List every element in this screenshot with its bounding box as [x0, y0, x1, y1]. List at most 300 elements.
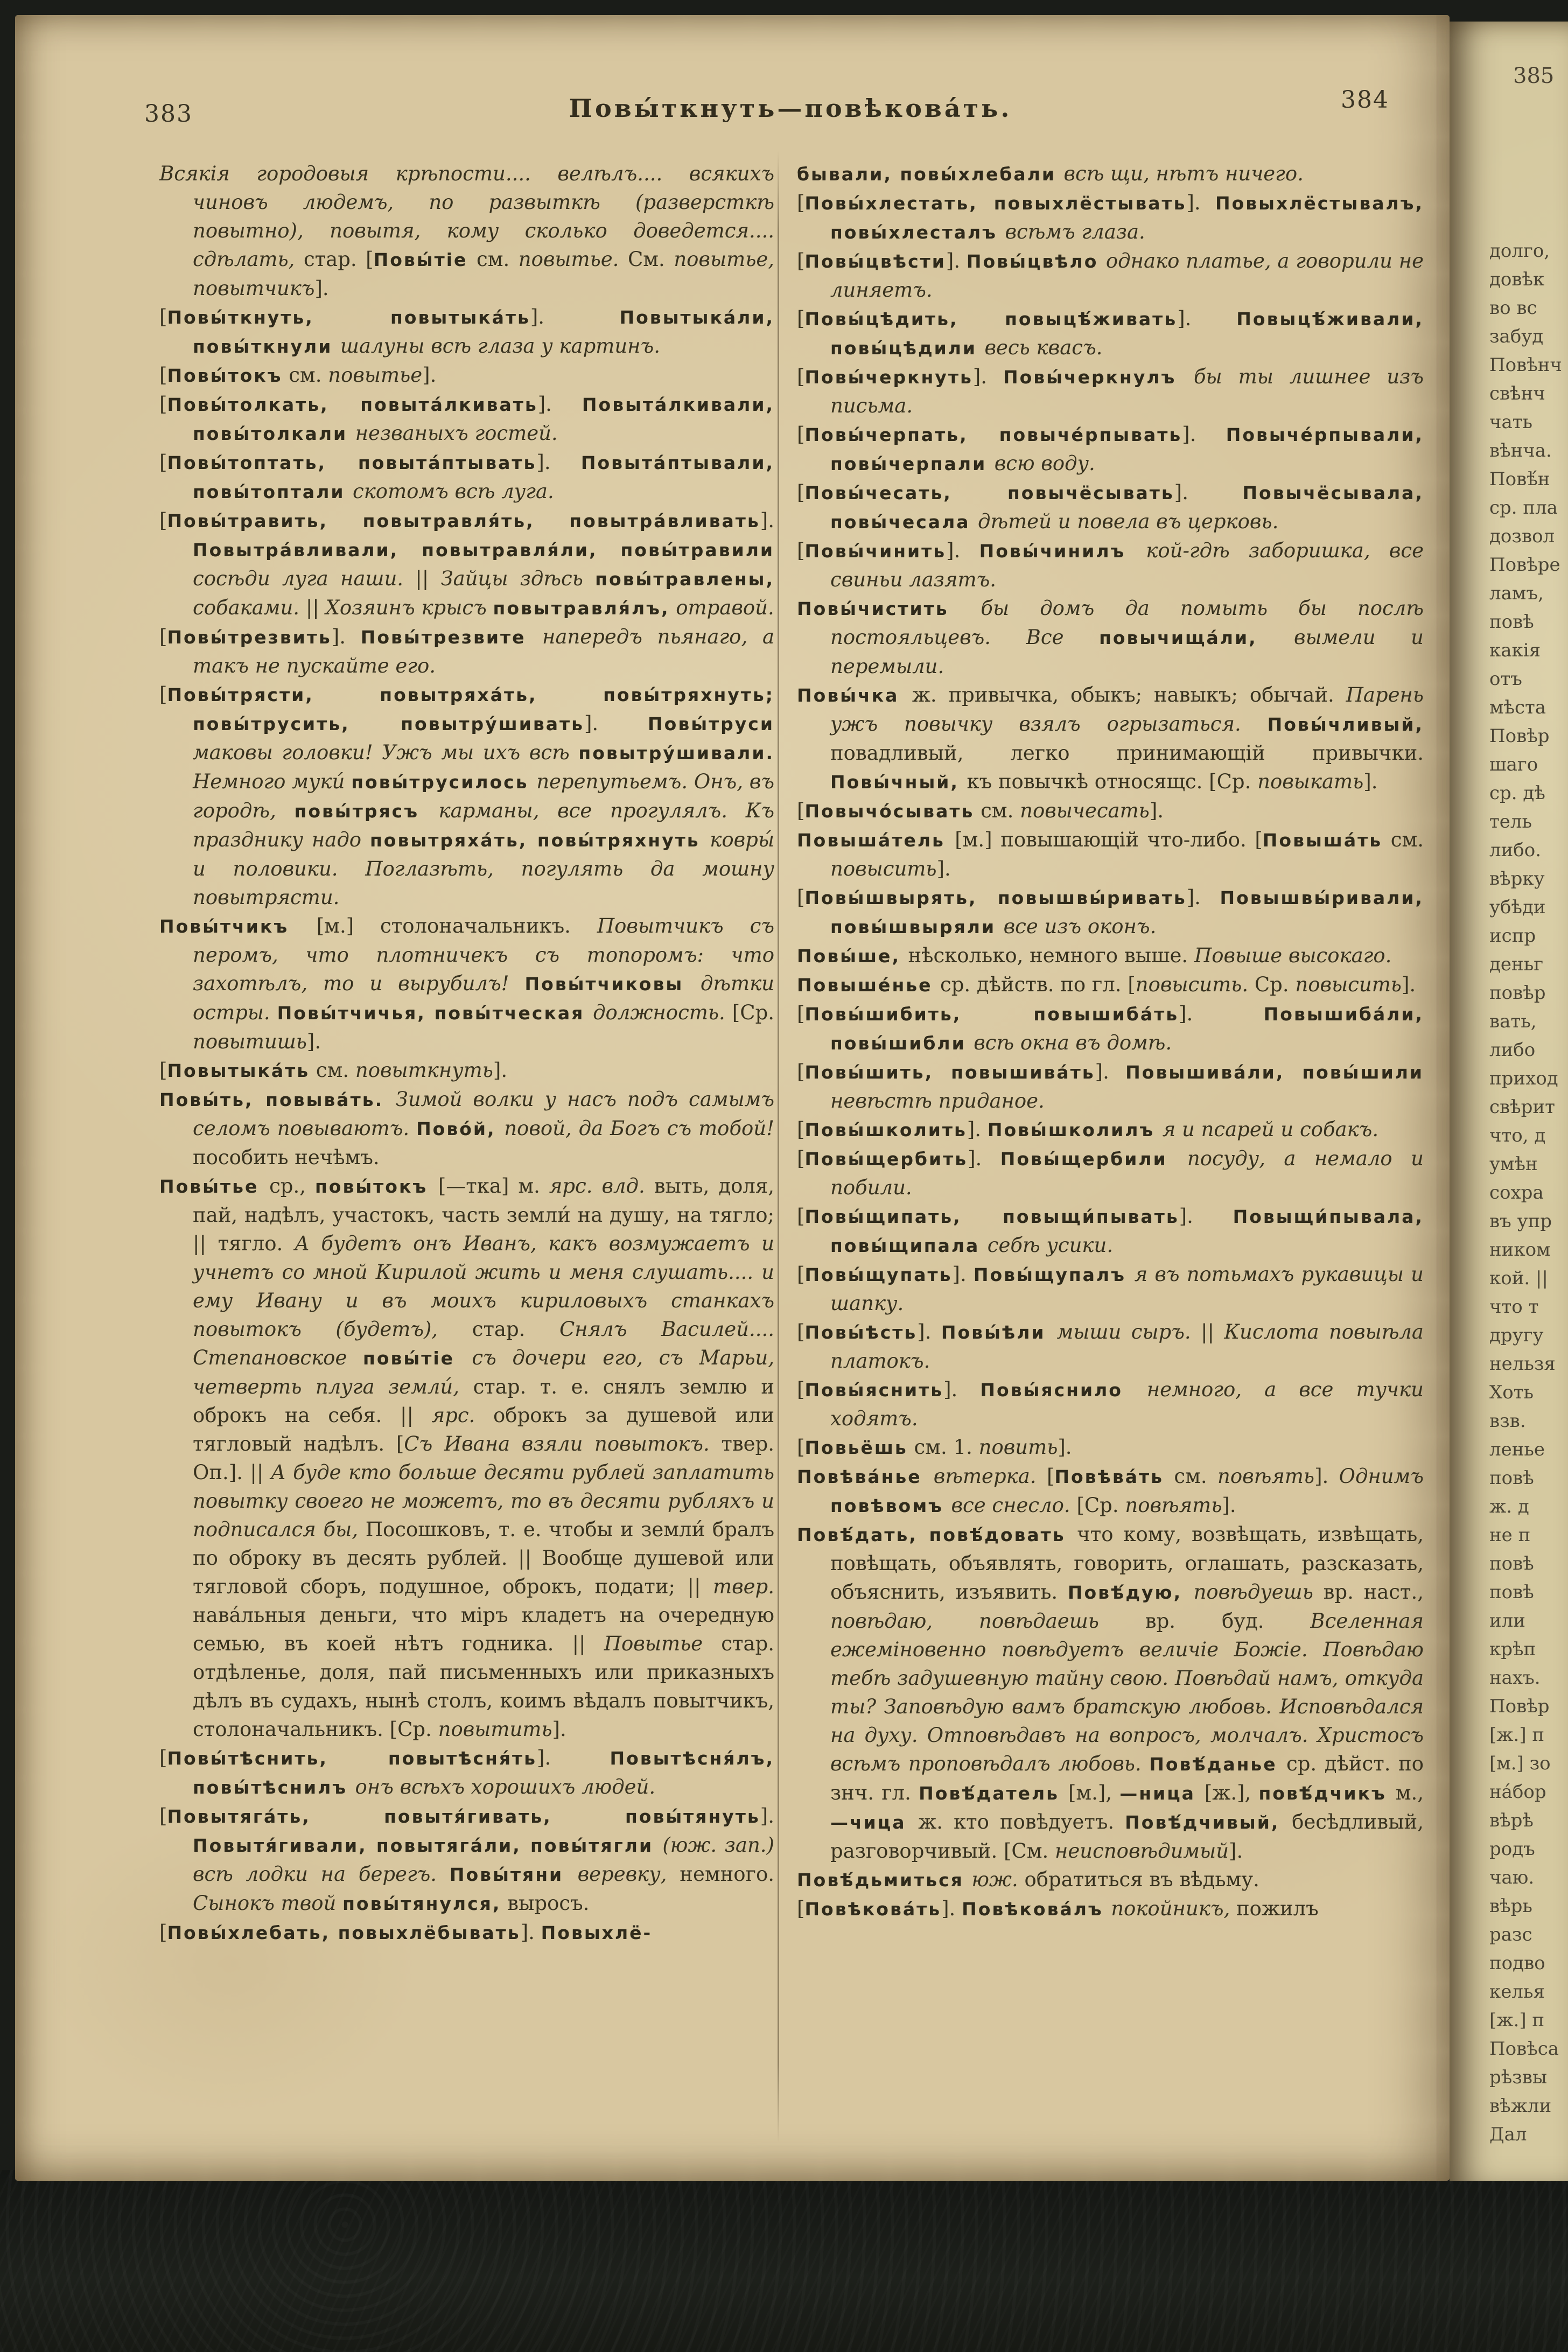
- example-text: дѣтей и повела въ церковь.: [978, 510, 1279, 533]
- next-page-text-fragment: нельзя: [1489, 1353, 1556, 1375]
- dictionary-entry: [159, 622, 774, 680]
- gloss-text: стар.: [472, 1318, 559, 1341]
- headword-text: Повы́трезвить: [167, 627, 332, 648]
- dictionary-entry: [797, 420, 1424, 478]
- gloss-text: выть, доля, пай, надѣлъ, участокъ, часть земли́ на душу, на тягло; || тягло.: [193, 1174, 774, 1255]
- next-page-text-fragment: свѣрит: [1489, 1096, 1555, 1118]
- dictionary-entry: [797, 1144, 1424, 1202]
- gloss-text: [м.] повышающій что-либо. [: [955, 828, 1263, 851]
- headword-text: Повы́трезвите: [360, 627, 542, 648]
- gloss-text: [: [797, 1060, 805, 1083]
- next-page-text-fragment: умѣн: [1489, 1153, 1538, 1175]
- headword-text: Повы́трясти, повытряха́ть, повы́тряхнуть; повы́трусить, повытру́шивать: [167, 684, 774, 734]
- headword-text: Повы́яснить: [804, 1380, 944, 1401]
- example-text: сосѣди луга наши.: [193, 567, 416, 590]
- next-page-text-fragment: шаго: [1489, 754, 1538, 775]
- dictionary-entry: [797, 1058, 1424, 1115]
- gloss-text: ].: [1222, 1494, 1236, 1517]
- headword-text: Повѣва́нье: [797, 1466, 934, 1487]
- gloss-text: пособить нечѣмъ.: [193, 1146, 380, 1169]
- gloss-text: ].: [1149, 799, 1164, 822]
- gloss-text: вр. буд.: [1145, 1609, 1311, 1633]
- gloss-text: м.,: [1395, 1781, 1424, 1804]
- next-page-text-fragment: взв.: [1489, 1410, 1526, 1432]
- gloss-text: [: [797, 365, 805, 388]
- headword-text: Повы́ѣсть: [804, 1322, 918, 1343]
- gloss-text: [ж.],: [1204, 1781, 1259, 1804]
- dictionary-entry: [797, 1520, 1424, 1865]
- gloss-text: ].: [760, 1804, 774, 1828]
- headword-text: Повы́тье: [159, 1176, 270, 1197]
- example-text: повытье.: [518, 248, 619, 271]
- headword-text: повычища́ли,: [1099, 627, 1294, 648]
- next-page-text-fragment: ником: [1489, 1239, 1551, 1261]
- dictionary-page: [15, 15, 1450, 2181]
- next-page-text-fragment: тель: [1489, 811, 1532, 832]
- example-text: всѣмъ глаза.: [1005, 220, 1145, 243]
- gloss-text: ].: [1182, 423, 1226, 446]
- gloss-text: см. 1.: [907, 1436, 979, 1459]
- example-text: Повытчикъ съ перомъ, что плотничекъ съ топоромъ: что захотѣлъ, то и вырубилъ!: [193, 914, 774, 995]
- next-page-text-fragment: дозвол: [1489, 526, 1555, 547]
- next-page-text-fragment: Хоть: [1489, 1382, 1534, 1403]
- headword-text: Повышива́ли, повы́шили: [1125, 1062, 1424, 1083]
- gloss-text: см.: [310, 1059, 355, 1082]
- headword-text: Повычо́сывать: [804, 801, 975, 822]
- next-page-edge: [1450, 22, 1568, 2181]
- example-text: А будетъ онъ Иванъ, какъ возмужаетъ и учнетъ со мной Кирилой жить и меня слушать.... и ему Ивану и въ моихъ кириловыхъ станкахъ повытокъ (будетъ),: [193, 1232, 774, 1341]
- headword-text: Повы́чесать, повычёсывать: [804, 482, 1174, 503]
- next-page-text-fragment: сохра: [1489, 1182, 1544, 1203]
- example-text: напередъ пьянаго, а такъ не пускайте его.: [193, 625, 774, 677]
- example-text: повытишь: [193, 1030, 307, 1053]
- gloss-text: ||: [1201, 1320, 1224, 1343]
- next-page-text-fragment: приход: [1489, 1068, 1558, 1089]
- headword-text: Повѣкова́ть: [804, 1899, 942, 1920]
- example-text: я и псарей и собакъ.: [1162, 1118, 1379, 1141]
- gloss-text: ср. дѣйств. по гл. [: [940, 973, 1136, 996]
- gloss-text: [Ср.: [1076, 1494, 1125, 1517]
- gloss-text: ].: [1174, 481, 1243, 504]
- headword-text: Повы́школить: [804, 1119, 967, 1140]
- gloss-text: ].: [972, 365, 1003, 388]
- next-page-text-fragment: ср. пла: [1489, 497, 1558, 519]
- gloss-text: [: [159, 1921, 167, 1944]
- gloss-text: [: [797, 1118, 805, 1141]
- gloss-text: стар. отдѣленье, доля, пай письменныхъ или приказныхъ дѣлъ въ судахъ, нынѣ столъ, коимъ вѣдалъ повытчикъ, столоначальникъ. [Ср.: [193, 1632, 774, 1741]
- gloss-text: ].: [946, 539, 979, 562]
- next-page-text-fragment: Повѣ́н: [1489, 468, 1550, 490]
- example-text: юж.: [971, 1868, 1025, 1891]
- example-text: повѣять: [1217, 1465, 1315, 1488]
- headword-text: Повы́шибить, повышиба́ть: [804, 1004, 1179, 1025]
- headword-text: Повы́чинить: [804, 541, 947, 562]
- example-text: ярс. влд.: [549, 1174, 654, 1198]
- headword-text: Повы́щипать, повыщи́пывать: [804, 1206, 1179, 1227]
- headword-text: Повы́яснило: [980, 1380, 1147, 1401]
- headword-text: Повы́тѣснить, повытѣсня́ть: [167, 1748, 537, 1769]
- gloss-text: [: [797, 1320, 805, 1343]
- next-page-text-fragment: чать: [1489, 411, 1533, 433]
- next-page-text-fragment: убѣди: [1489, 897, 1546, 918]
- headword-text: Повы́щербить: [804, 1149, 968, 1170]
- next-page-text-fragment: вѣрку: [1489, 868, 1545, 890]
- headword-text: Повы́цѣдить, повыцѣ́живать: [804, 309, 1178, 330]
- next-page-text-fragment: другу: [1489, 1325, 1544, 1346]
- dictionary-entry: [797, 1202, 1424, 1260]
- example-text: скотомъ всѣ луга.: [352, 480, 554, 503]
- example-text: бы ты лишнее изъ письма.: [830, 365, 1424, 417]
- right-column: [797, 159, 1424, 1923]
- next-page-text-fragment: вать,: [1489, 1011, 1537, 1032]
- dictionary-entry: [797, 1318, 1424, 1375]
- gloss-text: [: [159, 451, 167, 474]
- next-page-text-fragment: долго,: [1489, 240, 1550, 262]
- gloss-text: ].: [917, 1320, 941, 1343]
- headword-text: Повыта́птывали, повы́топтали: [193, 452, 774, 502]
- dictionary-entry: [797, 1433, 1424, 1462]
- dictionary-entry: [159, 1172, 774, 1744]
- headword-text: Повы́шить, повышива́ть: [804, 1062, 1095, 1083]
- next-page-text-fragment: какія: [1489, 640, 1541, 661]
- running-header: Повы́ткнуть—повѣкова́ть.: [569, 94, 1012, 123]
- example-text: повысить: [1295, 973, 1402, 996]
- example-text: весь квасъ.: [984, 336, 1103, 359]
- gloss-text: повадливый, легко принимающій привычки.: [830, 741, 1424, 765]
- example-text: веревку,: [577, 1863, 680, 1886]
- dictionary-entry: [797, 188, 1424, 247]
- gloss-text: Посошковъ, т. е. чтобы и земли́ бралъ по оброку въ десять рублей. || Вообще душевой или тягловой сборъ, подушное, оброкъ, подати; ||: [193, 1518, 775, 1598]
- gloss-text: [: [797, 1002, 805, 1025]
- gloss-text: ].: [1179, 1002, 1264, 1025]
- page-number-left: 383: [144, 100, 193, 128]
- next-page-text-fragment: вѣрь: [1489, 1895, 1532, 1917]
- gloss-text: [: [159, 625, 167, 648]
- next-page-text-fragment: разс: [1489, 1924, 1532, 1945]
- headword-text: Повыхлёстывалъ, повы́хлесталъ: [830, 193, 1424, 243]
- headword-text: Повьёшь: [804, 1437, 908, 1458]
- headword-text: Повы́тіе: [373, 249, 468, 270]
- next-page-text-fragment: Повѣр: [1489, 725, 1550, 747]
- example-text: Сынокъ твой: [193, 1892, 343, 1915]
- next-page-text-fragment: крѣп: [1489, 1639, 1536, 1660]
- headword-text: Повы́тчиковы: [524, 974, 701, 995]
- headword-text: Повы́швырять, повышвы́ривать: [804, 887, 1187, 908]
- gloss-text: ].: [946, 249, 967, 272]
- headword-text: Повытя́гивали, повытяга́ли, повы́тягли: [193, 1835, 663, 1856]
- next-page-text-fragment: ср. дѣ: [1489, 782, 1545, 804]
- example-text: незваныхъ гостей.: [355, 422, 558, 445]
- gloss-text: бесѣдливый, разговорчивый. [См.: [830, 1810, 1424, 1863]
- gloss-text: нѣсколько, немного выше.: [908, 944, 1194, 967]
- next-page-text-fragment: келья: [1489, 1981, 1545, 2003]
- gloss-text: см.: [467, 248, 519, 271]
- gloss-text: [м.],: [1068, 1781, 1120, 1804]
- headword-text: Повы́чка: [797, 685, 912, 706]
- gloss-text: ].: [1229, 1839, 1243, 1863]
- headword-text: Повыта́лкивали, повы́толкали: [193, 394, 774, 444]
- next-page-text-fragment: Дал: [1489, 2124, 1527, 2145]
- example-text: Кислота повыѣла платокъ.: [830, 1320, 1424, 1373]
- example-text: должность.: [593, 1001, 732, 1024]
- headword-text: Повытѣсня́лъ, повы́тѣснилъ: [193, 1748, 774, 1798]
- next-page-text-fragment: ж. д: [1489, 1496, 1529, 1517]
- example-text: Однимъ: [1339, 1465, 1424, 1488]
- example-text: повыкать: [1257, 770, 1364, 793]
- gloss-text: см.: [282, 363, 328, 387]
- headword-text: повытру́шивали.: [578, 743, 774, 764]
- next-page-text-fragment: испр: [1489, 925, 1536, 947]
- example-text: Парень ужъ повычку взялъ огрызаться.: [830, 683, 1424, 736]
- next-page-text-fragment: Повѣса: [1489, 2038, 1559, 2060]
- next-page-text-fragment: въ упр: [1489, 1210, 1552, 1232]
- example-text: Всякія городовыя крѣпости.... велѣлъ.... всякихъ чиновъ людемъ, по развыткѣ (разверсткѣ повытно), повытя, кому сколько доведется.... сдѣлать,: [159, 162, 774, 271]
- gloss-text: [: [1046, 1465, 1055, 1488]
- gloss-text: [м.] столоначальникъ.: [316, 914, 597, 937]
- gloss-text: см.: [1382, 828, 1424, 851]
- gloss-text: ].: [943, 1378, 981, 1401]
- headword-text: Повы́хлестать, повыхлёстывать: [804, 193, 1187, 214]
- gloss-text: [: [159, 1746, 167, 1769]
- next-page-text-fragment: на́бор: [1489, 1781, 1546, 1803]
- headword-text: Повы́цвѣло: [966, 251, 1106, 272]
- headword-text: повѣ́дчикъ: [1258, 1783, 1396, 1804]
- gloss-text: ].: [537, 1746, 610, 1769]
- gloss-text: [: [159, 305, 167, 328]
- next-page-text-fragment: что т: [1489, 1296, 1539, 1318]
- headword-text: Повыче́рпывали, повы́черпали: [830, 424, 1424, 474]
- dictionary-entry: [797, 1865, 1424, 1894]
- dictionary-entry: [159, 1744, 774, 1802]
- example-text: Повыше высокаго.: [1194, 944, 1392, 967]
- next-page-text-fragment: во вс: [1489, 297, 1537, 319]
- gloss-text: что кому, возвѣщать, извѣщать, повѣщать, объявлять, говорить, оглашать, разсказать, объяснить, изъявить.: [830, 1523, 1424, 1604]
- gloss-text: ].: [537, 393, 582, 416]
- next-page-text-fragment: Повѣре: [1489, 554, 1560, 576]
- example-text: собаками.: [193, 596, 306, 619]
- headword-text: Повѣва́ть: [1054, 1466, 1164, 1487]
- example-text: Съ Ивана взяли повытокъ.: [404, 1432, 722, 1455]
- dictionary-entry: [797, 1260, 1424, 1318]
- example-text: все изъ оконъ.: [1003, 915, 1157, 938]
- example-text: отравой.: [669, 596, 774, 619]
- dictionary-entry: [159, 506, 774, 622]
- dictionary-entry: [797, 594, 1424, 681]
- headword-text: Повышиба́ли, повы́шибли: [830, 1004, 1424, 1054]
- next-page-text-fragment: Повѣнч: [1489, 354, 1562, 376]
- example-text: кой-гдѣ заборишка, все свиньи лазятъ.: [830, 539, 1424, 591]
- next-page-text-fragment: чаю.: [1489, 1867, 1535, 1888]
- headword-text: Повы́толкать, повыта́лкивать: [167, 394, 538, 415]
- headword-text: Повы́травить, повытравля́ть, повытра́вливать: [167, 510, 760, 531]
- example-text: шалуны всѣ глаза у картинъ.: [340, 334, 660, 358]
- gloss-text: ].: [1179, 1205, 1233, 1228]
- headword-text: Повыша́ть: [1262, 830, 1383, 851]
- dictionary-entry: [797, 681, 1424, 796]
- example-text: Повытье: [604, 1632, 722, 1655]
- gloss-text: [: [797, 1897, 805, 1920]
- headword-text: Повы́тчичья, повы́тческая: [277, 1003, 593, 1024]
- gloss-text: [: [797, 1205, 805, 1228]
- next-page-text-fragment: [ж.] п: [1489, 2010, 1545, 2031]
- next-page-text-fragment: повѣ: [1489, 1553, 1534, 1574]
- next-page-text-fragment: не п: [1489, 1524, 1531, 1546]
- example-text: посуду, а немало и побили.: [830, 1147, 1424, 1199]
- gloss-text: ].: [1401, 973, 1416, 996]
- next-page-text: [1489, 237, 1568, 2149]
- headword-text: Повѣ́дьмиться: [797, 1870, 972, 1891]
- dictionary-entry: [159, 390, 774, 448]
- gloss-text: стар. т. е. снялъ землю и оброкъ на себя. ||: [193, 1375, 774, 1427]
- headword-text: повытравля́лъ,: [493, 598, 670, 619]
- headword-text: Повѣ́датель: [919, 1783, 1068, 1804]
- gloss-text: ].: [314, 277, 329, 300]
- gloss-text: ].: [936, 857, 951, 880]
- dictionary-entry: [797, 883, 1424, 941]
- headword-text: Повѣ́дую,: [1067, 1582, 1194, 1603]
- dictionary-entry: [159, 912, 774, 1056]
- gloss-text: выросъ.: [501, 1892, 590, 1915]
- headword-text: Повы́цвѣсти: [804, 251, 946, 272]
- gloss-text: [: [797, 886, 805, 909]
- gloss-text: [: [797, 539, 805, 562]
- gloss-text: вр. наст.,: [1323, 1580, 1424, 1604]
- headword-text: Повы́чливый,: [1267, 714, 1424, 735]
- example-text: Зайцы здѣсь: [440, 567, 596, 590]
- example-text: ковры́ и половики. Поглазѣть, погулять да мошну повытрясти.: [193, 828, 774, 909]
- gloss-text: [: [159, 509, 167, 532]
- example-text: повысить: [830, 857, 937, 880]
- next-page-text-fragment: повѣ: [1489, 611, 1534, 633]
- dictionary-entry: [797, 1894, 1424, 1923]
- dictionary-entry: [159, 303, 774, 361]
- gloss-text: [: [797, 1263, 805, 1286]
- headword-text: —чица: [830, 1812, 919, 1833]
- gloss-text: ].: [1363, 770, 1378, 793]
- gloss-text: Ср.: [1248, 973, 1296, 996]
- gloss-text: ].: [941, 1897, 962, 1920]
- dictionary-entry: [797, 1375, 1424, 1433]
- gloss-text: ].: [520, 1921, 541, 1944]
- next-page-text-fragment: повѣ: [1489, 1581, 1534, 1603]
- gloss-text: [: [797, 1378, 805, 1401]
- example-text: Вселенная ежеміновенно повѣдуетъ величіе Божіе. Повѣдаю тебѣ задушевную тайну свою. Повѣдай намъ, откуда ты? Заповѣдую вамъ братскую любовь. Исповѣдался на духу. Отповѣдавъ на вопросъ, молчалъ. Христосъ всѣмъ проповѣдалъ любовь.: [830, 1609, 1424, 1775]
- headword-text: Повы́черпать, повыче́рпывать: [804, 424, 1182, 445]
- gloss-text: ].: [1177, 307, 1237, 330]
- next-page-text-fragment: повѣ: [1489, 1467, 1534, 1489]
- headword-text: Повычёсывала, повы́чесала: [830, 482, 1424, 533]
- gloss-text: къ повычкѣ относящс. [Ср.: [967, 770, 1258, 793]
- example-text: карманы, все прогулялъ. Къ празднику надо: [193, 799, 774, 851]
- example-text: всю воду.: [994, 452, 1095, 475]
- example-text: повытье, повытчикъ: [193, 248, 774, 300]
- gloss-text: ж. привычка, обыкъ; навыкъ; обычай.: [912, 683, 1346, 706]
- dictionary-entry: [159, 448, 774, 506]
- headword-text: повы́токъ: [314, 1176, 438, 1197]
- headword-text: Повѣ́дчивый,: [1125, 1812, 1292, 1833]
- headword-text: Повы́токъ: [167, 365, 283, 386]
- headword-text: повы́трясъ: [294, 801, 439, 822]
- next-page-text-fragment: довѣк: [1489, 269, 1545, 290]
- dictionary-entry: [797, 304, 1424, 362]
- headword-text: Повы́щербили: [1000, 1149, 1187, 1170]
- gloss-text: ||: [305, 596, 326, 619]
- dictionary-entry: [797, 1462, 1424, 1520]
- headword-text: Повѣ́дать, повѣ́довать: [797, 1524, 1077, 1545]
- dictionary-entry: [797, 478, 1424, 536]
- gloss-text: ].: [536, 451, 581, 474]
- dark-background-texture: [0, 2170, 1568, 2352]
- headword-text: Повы́школилъ: [987, 1119, 1163, 1140]
- gloss-text: ].: [1186, 886, 1220, 909]
- headword-text: Повышвы́ривали, повы́швыряли: [830, 887, 1424, 937]
- gloss-text: [—тка] м.: [438, 1174, 549, 1198]
- gloss-text: немного.: [680, 1863, 774, 1886]
- next-page-text-fragment: кой. ||: [1489, 1268, 1548, 1289]
- gloss-text: ж. кто повѣдуетъ.: [918, 1810, 1125, 1833]
- gloss-text: [: [159, 1059, 167, 1082]
- dictionary-entry: [797, 999, 1424, 1058]
- headword-text: бывали, повы́хлебали: [797, 164, 1064, 185]
- headword-text: Повы́щупать: [804, 1264, 953, 1285]
- gloss-text: твер. Оп.]. ||: [193, 1432, 775, 1484]
- headword-text: Повыхлё-: [541, 1922, 653, 1943]
- gloss-text: ].: [968, 1147, 1000, 1170]
- gloss-text: [: [797, 799, 805, 822]
- headword-text: Повы́ше,: [797, 946, 908, 967]
- headword-text: Повыше́нье: [797, 975, 940, 996]
- gloss-text: [: [797, 307, 805, 330]
- headword-text: Повы́щупалъ: [973, 1264, 1135, 1285]
- gloss-text: ||: [415, 567, 441, 590]
- gloss-text: стар. [: [303, 248, 374, 271]
- dictionary-entry: [797, 159, 1424, 188]
- example-text: повѣдуешь: [1193, 1580, 1324, 1604]
- dictionary-entry: [797, 941, 1424, 970]
- headword-text: Повы́хлебать, повыхлёбывать: [167, 1922, 521, 1943]
- example-text: Снялъ Василей.... Степановское: [193, 1318, 775, 1369]
- headword-text: Повытыка́ть: [167, 1060, 310, 1081]
- headword-text: Повы́чистить: [797, 598, 981, 619]
- gloss-text: ].: [760, 509, 774, 532]
- gloss-text: ].: [1095, 1060, 1126, 1083]
- example-text: повой, да Богъ съ тобой!: [504, 1117, 775, 1140]
- example-text: повысить.: [1135, 973, 1249, 996]
- gloss-text: [: [159, 393, 167, 416]
- headword-text: Повы́чный,: [830, 772, 967, 793]
- headword-text: Повы́труси: [648, 713, 774, 734]
- headword-text: Повы́чинилъ: [979, 541, 1146, 562]
- example-text: перепутьемъ. Онъ, въ городѣ,: [193, 770, 775, 822]
- gloss-text: [: [797, 423, 805, 446]
- headword-text: —ница: [1119, 1783, 1205, 1804]
- dictionary-entry: [159, 1056, 774, 1085]
- gloss-text: [: [159, 363, 167, 387]
- headword-text: Повы́черкнулъ: [1003, 367, 1194, 388]
- next-page-text-fragment: ленье: [1489, 1439, 1545, 1460]
- headword-text: Повы́черкнуть: [804, 367, 973, 388]
- dictionary-entry: [797, 796, 1424, 825]
- headword-text: повы́тіе: [363, 1348, 472, 1369]
- next-page-text-fragment: рѣзвы: [1489, 2067, 1548, 2088]
- next-page-text-fragment: либо: [1489, 1039, 1536, 1061]
- gloss-text: [: [797, 249, 805, 272]
- gloss-text: ср. дѣйст. по знч. гл.: [830, 1752, 1424, 1804]
- gloss-text: пожилъ: [1236, 1897, 1319, 1920]
- example-text: всѣ щи, нѣтъ ничего.: [1063, 162, 1304, 185]
- example-text: немного, а все тучки ходятъ.: [830, 1378, 1424, 1430]
- next-page-text-fragment: забуд: [1489, 326, 1544, 347]
